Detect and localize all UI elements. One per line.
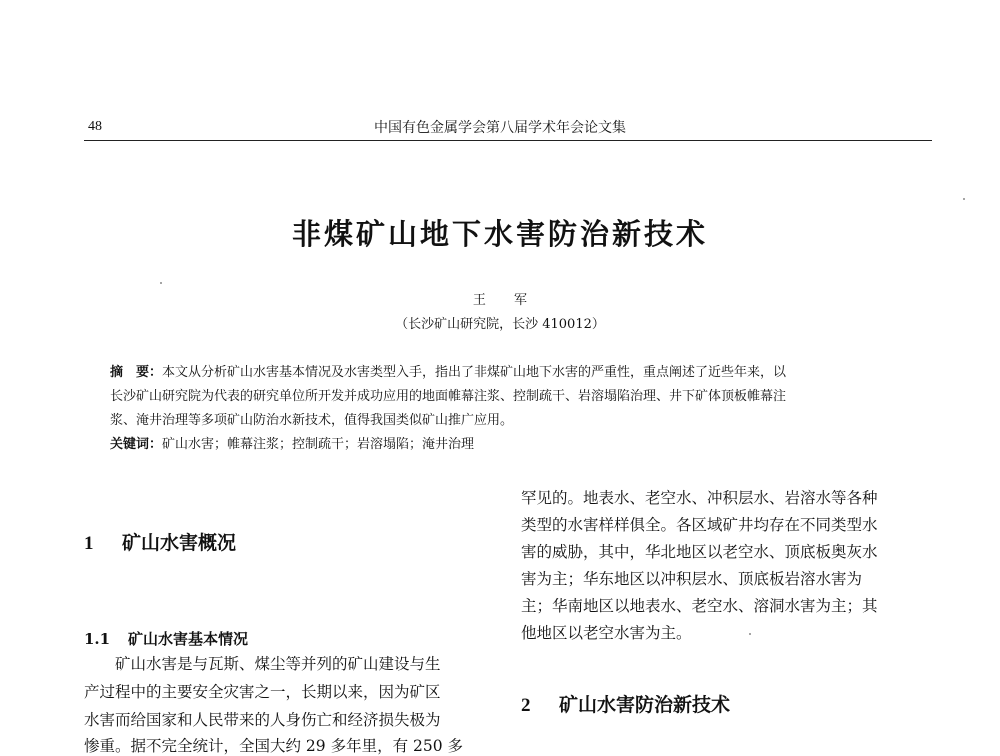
abstract-line-1 <box>110 361 786 380</box>
section-2-title: 矿山水害防治新技术 <box>559 694 731 716</box>
left-body-line-3: 水害而给国家和人民带来的人身伤亡和经济损失极为 <box>84 711 441 729</box>
section-1-title: 矿山水害概况 <box>122 532 237 554</box>
right-body-line-4: 害为主；华东地区以冲积层水、顶底板岩溶水害为 <box>521 570 863 588</box>
abstract-line-3: 浆、淹井治理等多项矿山防治水新技术，值得我国类似矿山推广应用。 <box>110 413 514 428</box>
right-body-line-3: 害的威胁，其中，华北地区以老空水、顶底板奥灰水 <box>521 543 878 561</box>
left-body-line-4: 惨重。据不完全统计，全国大约 29 多年里，有 250 多 <box>84 737 464 755</box>
keywords-line <box>110 433 474 452</box>
section-1-heading <box>84 528 236 555</box>
left-body-line-2: 产过程中的主要安全灾害之一，长期以来，因为矿区 <box>84 683 441 701</box>
abstract-text: 本文从分析矿山水害基本情况及水害类型入手，指出了非煤矿山地下水害的严重性，重点阐述了近些年来，以 <box>162 365 787 380</box>
section-1-number: 1 <box>84 533 94 554</box>
left-body-line-1: 矿山水害是与瓦斯、煤尘等并列的矿山建设与生 <box>84 655 441 673</box>
running-header: 中国有色金属学会第八届学术年会论文集 <box>374 120 626 136</box>
right-body-line-2: 类型的水害样样俱全。各区域矿井均存在不同类型水 <box>521 516 878 534</box>
section-2-number: 2 <box>521 695 531 716</box>
author-affiliation: （长沙矿山研究院，长沙 410012） <box>395 317 605 332</box>
scan-speck <box>749 633 751 635</box>
paper-title: 非煤矿山地下水害防治新技术 <box>291 217 708 251</box>
subsection-1-1-title: 矿山水害基本情况 <box>128 630 249 648</box>
scan-speck <box>963 198 965 200</box>
subsection-1-1-heading <box>84 628 248 649</box>
right-body-line-1: 罕见的。地表水、老空水、冲积层水、岩溶水等各种 <box>521 489 878 507</box>
section-2-heading <box>521 690 730 717</box>
abstract-label: 摘 要： <box>110 365 163 380</box>
scan-speck <box>160 282 162 284</box>
header-rule <box>84 140 932 141</box>
page-number: 48 <box>88 119 102 134</box>
keywords-label: 关键词： <box>110 437 163 452</box>
right-body-line-6: 他地区以老空水害为主。 <box>521 624 692 642</box>
right-body-line-5: 主；华南地区以地表水、老空水、溶洞水害为主；其 <box>521 597 878 615</box>
author-name: 王 军 <box>472 293 540 308</box>
keywords-text: 矿山水害；帷幕注浆；控制疏干；岩溶塌陷；淹井治理 <box>162 437 475 452</box>
abstract-line-2: 长沙矿山研究院为代表的研究单位所开发并成功应用的地面帷幕注浆、控制疏干、岩溶塌陷治理、井下矿体顶板帷幕注 <box>110 389 787 404</box>
subsection-1-1-number: 1.1 <box>84 630 111 648</box>
